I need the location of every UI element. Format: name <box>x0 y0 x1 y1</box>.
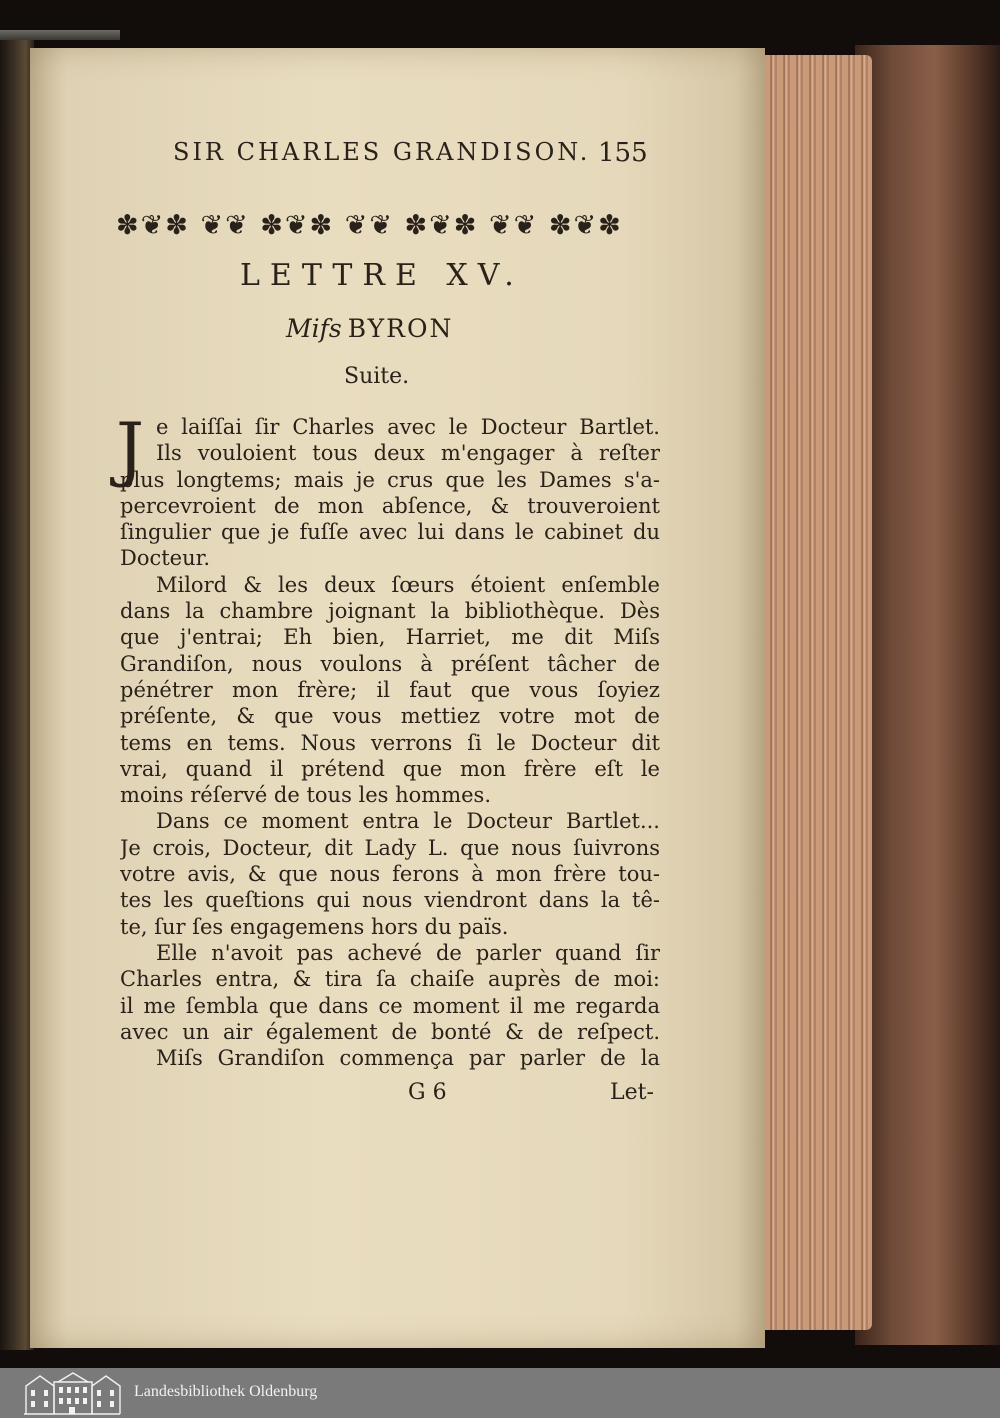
book-spine <box>0 30 120 40</box>
signature-mark: G 6 <box>408 1080 447 1105</box>
addressee <box>286 314 453 343</box>
text-line: e laiſſai ſir Charles avec le Docteur Bartlet. <box>156 415 660 439</box>
text-line: préſente, & que vous mettiez votre mot de <box>120 704 660 729</box>
library-building-icon <box>22 1370 122 1416</box>
letter-title: LETTRE XV. <box>240 258 524 293</box>
addressee-prefix: Mifs <box>286 314 342 343</box>
library-name: Landesbibliothek Oldenburg <box>134 1383 318 1400</box>
page-number: 155 <box>598 138 648 168</box>
text-line: il me ſembla que dans ce moment il me regarda <box>120 993 660 1018</box>
text-line: Elle n'avoit pas achevé de parler quand ſir <box>156 940 660 965</box>
text-line: ſingulier que je fuſſe avec lui dans le cabinet du <box>120 520 660 545</box>
text-line: percevroient de mon abſence, & trouveroient <box>120 493 660 518</box>
text-line: avec un air également de bonté & de reſpect. <box>120 1019 660 1044</box>
text-line: moins réſervé de tous les hommes. <box>120 783 491 808</box>
text-line: tes les queſtions qui nous viendront dans la tê- <box>120 888 660 913</box>
text-line: Je crois, Docteur, dit Lady L. que nous ſuivrons <box>120 835 660 860</box>
text-line: Dans ce moment entra le Docteur Bartlet... <box>156 809 660 834</box>
text-line: vrai, quand il prétend que mon frère eſt le <box>120 756 660 781</box>
text-line: Ils vouloient tous deux m'engager à reſter <box>156 441 660 466</box>
text-line: tems en tems. Nous verrons ſi le Docteur dit <box>120 730 660 755</box>
book-cover-edge <box>855 45 1000 1345</box>
catchword: Let- <box>610 1080 654 1105</box>
footer-bar <box>0 1368 1000 1418</box>
drop-cap: J <box>116 408 145 490</box>
text-line: dans la chambre joignant la bibliothèque. Dès <box>120 599 660 624</box>
letter-subtitle: Suite. <box>344 364 410 389</box>
ornament-band: ✽❦✽ ❦❦ ✽❦✽ ❦❦ ✽❦✽ ❦❦ ✽❦✽ <box>116 210 623 241</box>
text-line: plus longtems; mais je crus que les Dames s'a- <box>120 467 660 492</box>
text-line: votre avis, & que nous ferons à mon frère tou- <box>120 862 660 887</box>
page-edges <box>752 55 872 1330</box>
text-line: te, ſur ſes engagemens hors du païs. <box>120 914 509 939</box>
running-title: SIR CHARLES GRANDISON. <box>173 138 591 166</box>
letter-body <box>120 414 660 1071</box>
text-line: Charles entra, & tira ſa chaiſe auprès de moi: <box>120 967 660 992</box>
text-line: pénétrer mon frère; il faut que vous ſoyiez <box>120 677 660 702</box>
text-line: Miſs Grandiſon commença par parler de la <box>156 1046 660 1071</box>
text-line: Grandiſon, nous voulons à préſent tâcher de <box>120 651 660 676</box>
left-page-edge <box>0 40 34 1350</box>
text-line: que j'entrai; Eh bien, Harriet, me dit Miſs <box>120 625 660 650</box>
text-line: Milord & les deux ſœurs étoient enſemble <box>156 572 660 597</box>
text-line: Docteur. <box>120 546 211 571</box>
addressee-name: BYRON <box>347 314 454 343</box>
